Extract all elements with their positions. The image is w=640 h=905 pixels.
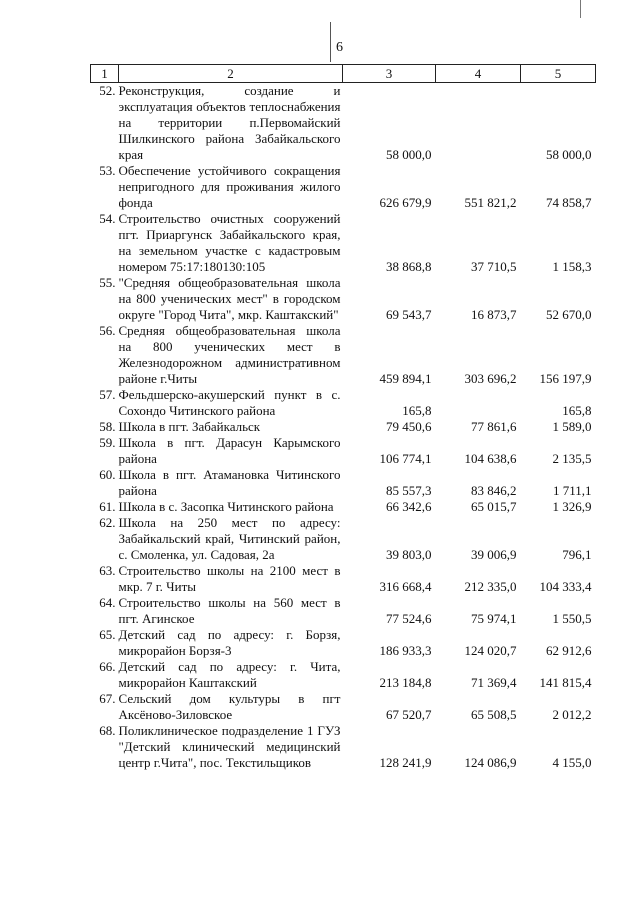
- object-name: Средняя общеобразовательная школа на 800 ученических мест в Железнодорожном административном районе г.Читы: [118, 323, 341, 386]
- regional-amount: 2 135,5: [552, 451, 592, 466]
- regional-amount: 104 333,4: [539, 579, 592, 594]
- total-amount: 213 184,8: [379, 675, 432, 690]
- federal-amount: 71 369,4: [471, 675, 517, 690]
- row-number: 58.: [99, 419, 116, 434]
- total-amount: 316 668,4: [379, 579, 432, 594]
- regional-amount: 1 158,3: [552, 259, 592, 274]
- table-row: [91, 723, 596, 771]
- row-number: 61.: [99, 499, 116, 514]
- table-row: [91, 691, 596, 723]
- federal-amount: 65 508,5: [471, 707, 517, 722]
- table-row: [91, 627, 596, 659]
- federal-amount: 75 974,1: [471, 611, 517, 626]
- table-row: [91, 83, 596, 164]
- table-row: [91, 659, 596, 691]
- row-number: 60.: [99, 467, 116, 482]
- row-number: 54.: [99, 211, 116, 226]
- federal-amount: 77 861,6: [471, 419, 517, 434]
- regional-amount: 1 326,9: [552, 499, 592, 514]
- regional-amount: 165,8: [562, 403, 592, 418]
- table-row: [91, 275, 596, 323]
- table-row: [91, 387, 596, 419]
- federal-amount: 39 006,9: [471, 547, 517, 562]
- federal-amount: 303 696,2: [464, 371, 517, 386]
- object-name: Школа в с. Засопка Читинского района: [118, 499, 334, 514]
- total-amount: 69 543,7: [386, 307, 432, 322]
- object-name: Школа в пгт. Дарасун Карымского района: [118, 435, 341, 466]
- object-name: Строительство очистных сооружений пгт. Приаргунск Забайкальского края, на земельном участке с кадастровым номером 75:17:180130:105: [118, 211, 341, 274]
- total-amount: 67 520,7: [386, 707, 432, 722]
- regional-amount: 141 815,4: [539, 675, 592, 690]
- row-number: 52.: [99, 83, 116, 98]
- total-amount: 77 524,6: [386, 611, 432, 626]
- row-number: 63.: [99, 563, 116, 578]
- total-amount: 459 894,1: [379, 371, 432, 386]
- object-name: Поликлиническое подразделение 1 ГУЗ "Детский клинический медицинский центр г.Чита", пос. Текстильщиков: [118, 723, 341, 770]
- total-amount: 626 679,9: [379, 195, 432, 210]
- row-number: 53.: [99, 163, 116, 178]
- regional-amount: 4 155,0: [552, 755, 592, 770]
- federal-amount: 16 873,7: [471, 307, 517, 322]
- header-col-1: 1: [91, 65, 119, 83]
- table-row: [91, 419, 596, 435]
- regional-amount: 74 858,7: [546, 195, 592, 210]
- regional-amount: 156 197,9: [539, 371, 592, 386]
- row-number: 67.: [99, 691, 116, 706]
- row-number: 56.: [99, 323, 116, 338]
- row-number: 57.: [99, 387, 116, 402]
- header-col-4: 4: [436, 65, 521, 83]
- object-name: Реконструкция, создание и эксплуатация объектов теплоснабжения на территории п.Первомайский Шилкинского района Забайкальского края: [118, 83, 341, 162]
- scan-edge-mark: [580, 0, 581, 18]
- object-name: Школа в пгт. Забайкальск: [118, 419, 261, 434]
- regional-amount: 1 589,0: [552, 419, 592, 434]
- federal-amount: 37 710,5: [471, 259, 517, 274]
- total-amount: 85 557,3: [386, 483, 432, 498]
- table-row: [91, 467, 596, 499]
- federal-amount: 65 015,7: [471, 499, 517, 514]
- regional-amount: 52 670,0: [546, 307, 592, 322]
- header-col-3: 3: [343, 65, 436, 83]
- federal-amount: [436, 83, 521, 164]
- row-number: 64.: [99, 595, 116, 610]
- federal-amount: 124 086,9: [464, 755, 517, 770]
- regional-amount: 2 012,2: [552, 707, 592, 722]
- table-row: [91, 323, 596, 387]
- federal-amount: [436, 387, 521, 419]
- total-amount: 66 342,6: [386, 499, 432, 514]
- row-number: 62.: [99, 515, 116, 530]
- total-amount: 106 774,1: [379, 451, 432, 466]
- header-col-2: 2: [119, 65, 343, 83]
- total-amount: 128 241,9: [379, 755, 432, 770]
- object-name: Строительство школы на 560 мест в пгт. Агинское: [118, 595, 341, 626]
- object-name: Школа на 250 мест по адресу: Забайкальский край, Читинский район, с. Смоленка, ул. Садовая, 2а: [118, 515, 341, 562]
- total-amount: 38 868,8: [386, 259, 432, 274]
- object-name: Сельский дом культуры в пгт Аксёново-Зиловское: [118, 691, 341, 722]
- object-name: Строительство школы на 2100 мест в мкр. 7 г. Читы: [118, 563, 341, 594]
- regional-amount: 796,1: [562, 547, 592, 562]
- row-number: 68.: [99, 723, 116, 738]
- header-col-5: 5: [521, 65, 596, 83]
- object-name: Обеспечение устойчивого сокращения непригодного для проживания жилого фонда: [118, 163, 341, 210]
- table-row: [91, 563, 596, 595]
- federal-amount: 124 020,7: [464, 643, 517, 658]
- federal-amount: 551 821,2: [464, 195, 517, 210]
- federal-amount: 83 846,2: [471, 483, 517, 498]
- regional-amount: 1 711,1: [552, 483, 592, 498]
- federal-amount: 104 638,6: [464, 451, 517, 466]
- object-name: Детский сад по адресу: г. Борзя, микрорайон Борзя-3: [118, 627, 341, 658]
- page-number: 6: [336, 40, 343, 55]
- row-number: 65.: [99, 627, 116, 642]
- object-name: "Средняя общеобразовательная школа на 800 ученических мест" в городском округе "Город Чита", мкр. Каштакский": [118, 275, 341, 322]
- regional-amount: 58 000,0: [546, 147, 592, 162]
- total-amount: 79 450,6: [386, 419, 432, 434]
- table-row: [91, 499, 596, 515]
- row-number: 66.: [99, 659, 116, 674]
- total-amount: 186 933,3: [379, 643, 432, 658]
- object-name: Детский сад по адресу: г. Чита, микрорайон Каштакский: [118, 659, 341, 690]
- federal-amount: 212 335,0: [464, 579, 517, 594]
- regional-amount: 1 550,5: [552, 611, 592, 626]
- table-row: [91, 163, 596, 211]
- row-number: 55.: [99, 275, 116, 290]
- total-amount: 58 000,0: [386, 147, 432, 162]
- table-row: [91, 515, 596, 563]
- object-name: Фельдшерско-акушерский пункт в с. Сохондо Читинского района: [118, 387, 341, 418]
- object-name: Школа в пгт. Атамановка Читинского района: [118, 467, 341, 498]
- row-number: 59.: [99, 435, 116, 450]
- budget-table: [90, 64, 596, 771]
- table-row: [91, 211, 596, 275]
- regional-amount: 62 912,6: [546, 643, 592, 658]
- total-amount: 39 803,0: [386, 547, 432, 562]
- binding-mark: [330, 22, 331, 62]
- total-amount: 165,8: [402, 403, 432, 418]
- header-row: [91, 65, 596, 83]
- table-row: [91, 595, 596, 627]
- table-row: [91, 435, 596, 467]
